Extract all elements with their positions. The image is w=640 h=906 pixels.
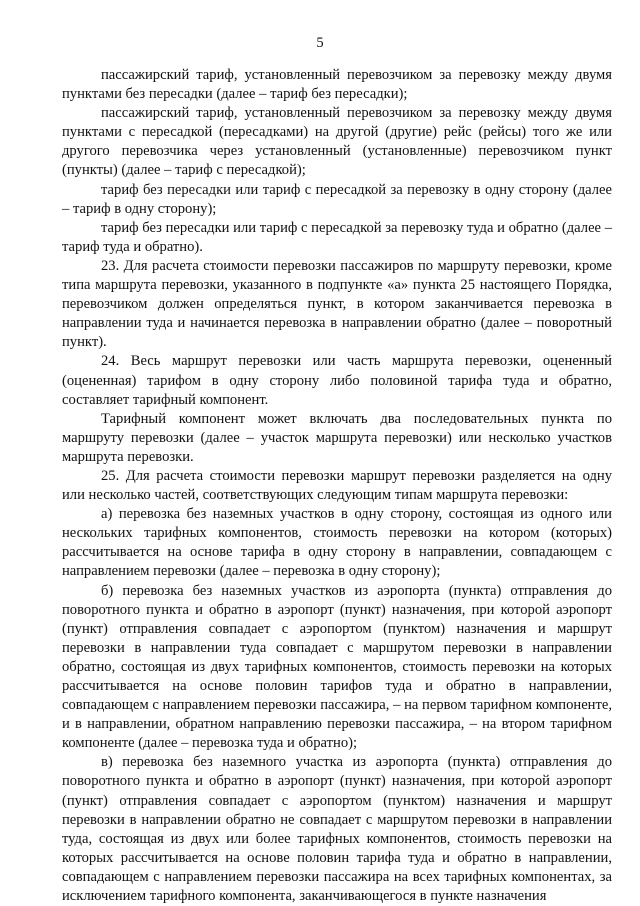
paragraph-item-24: 24. Весь маршрут перевозки или часть маршрута перевозки, оцененный (оцененная) тарифом в одну сторону либо половиной тарифа туда и обратно, составляет тарифный компонент. (62, 353, 612, 408)
document-body (62, 66, 612, 906)
paragraph-subitem-b: б) перевозка без наземных участков из аэропорта (пункта) отправления до поворотного пункта и обратно в аэропорт (пункт) назначения, при которой аэропорт (пункт) отправления совпадает с аэропортом (пунктом) назначения и маршрут перевозки в направлении туда совпадает с маршрутом перевозки в направлении обратно, состоящая из двух тарифных компонентов, стоимость перевозки на которых рассчитывается на основе половин тарифов туда и обратно в направлении, совпадающем с направлением перевозки пассажира, – на первом тарифном компоненте, и в направлении, обратном направлению перевозки пассажира, – на втором тарифном компоненте (далее – перевозка туда и обратно); (62, 582, 612, 752)
paragraph-subitem-a: а) перевозка без наземных участков в одну сторону, состоящая из одного или нескольких тарифных компонентов, стоимость перевозки на котором (которых) рассчитывается на основе тарифа в одну сторону в направлении, совпадающем с направлением перевозки (далее – перевозка в одну сторону); (62, 506, 612, 580)
paragraph-one-way-tariff: тариф без пересадки или тариф с пересадкой за перевозку в одну сторону (далее – тариф в одну сторону); (62, 181, 612, 217)
paragraph-subitem-v: в) перевозка без наземного участка из аэропорта (пункта) отправления до поворотного пункта и обратно в аэропорт (пункт) назначения, при которой аэропорт (пункт) отправления совпадает с аэропортом (пунктом) назначения и маршрут перевозки в направлении обратно не совпадает с маршрутом перевозки в направлении туда, состоящая из двух или более тарифных компонентов, стоимость перевозки на которых рассчитывается на основе половин тарифа туда и обратно в направлении, совпадающем с направлением перевозки пассажира на всех тарифных компонентах, за исключением тарифного компонента, заканчивающегося в пункте назначения (62, 754, 612, 905)
paragraph-tariff-component: Тарифный компонент может включать два последовательных пункта по маршруту перевозки (далее – участок маршрута перевозки) или несколько участков маршрута перевозки. (62, 410, 612, 465)
page-number: 5 (316, 35, 324, 51)
paragraph-round-trip-tariff: тариф без пересадки или тариф с пересадкой за перевозку туда и обратно (далее – тариф туда и обратно). (62, 219, 612, 255)
paragraph-item-23: 23. Для расчета стоимости перевозки пассажиров по маршруту перевозки, кроме типа маршрута перевозки, указанного в подпункте «а» пункта 25 настоящего Порядка, перевозчиком должен определяться пункт, в котором заканчивается перевозка в направлении туда и начинается перевозка в направлении обратно (далее – поворотный пункт). (62, 257, 612, 351)
paragraph-tariff-with-transfer: пассажирский тариф, установленный перевозчиком за перевозку между двумя пунктами с пересадкой (пересадками) на другой (другие) рейс (рейсы) того же или другого перевозчика через установленный (установленные) перевозчиком пункт (пункты) (далее – тариф с пересадкой); (62, 105, 612, 179)
paragraph-tariff-without-transfer: пассажирский тариф, установленный перевозчиком за перевозку между двумя пунктами без пересадки (далее – тариф без пересадки); (62, 67, 612, 103)
paragraph-item-25: 25. Для расчета стоимости перевозки маршрут перевозки разделяется на одну или несколько частей, соответствующих следующим типам маршрута перевозки: (62, 467, 612, 504)
